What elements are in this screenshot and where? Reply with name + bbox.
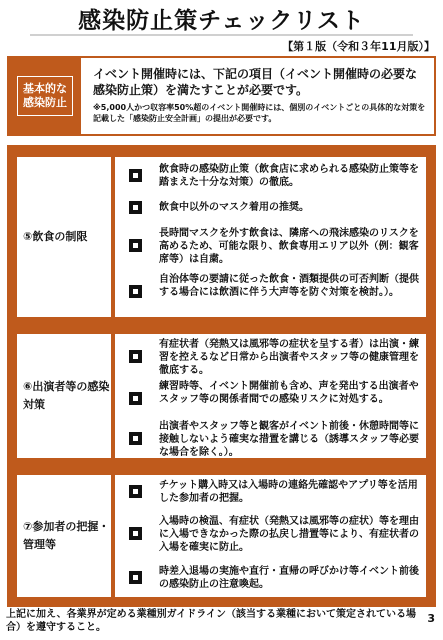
page-title: 感染防止策チェックリスト [78, 8, 365, 34]
checkbox-icon[interactable] [129, 169, 142, 182]
footer-note: 上記に加え、各業界が定める業種別ガイドライン（該当する業種において策定されている場合）を遵守すること。 [6, 609, 416, 633]
checklist-item-text: 練習時等、イベント開催前も含め、声を発出する出演者やスタッフ等の関係者間での感染リスクに対処する。 [159, 381, 419, 405]
checkbox-icon[interactable] [129, 201, 142, 214]
checklist-item-text: 出演者やスタッフ等と観客がイベント前後・休憩時間等に接触しないよう確実な措置を講じる（誘導スタッフ等必要な場合を除く。）。 [159, 421, 419, 458]
checkbox-icon[interactable] [129, 285, 142, 298]
checklist-item-text: 有症状者（発熱又は風邪等の症状を呈する者）は出演・練習を控えるなど日常から出演者やスタッフ等の健康管理を徹底する。 [159, 339, 419, 376]
section-items [115, 334, 426, 458]
basic-prevention-box [7, 56, 436, 136]
section-label: ⑦参加者の把握・管理等 [17, 475, 111, 597]
basic-prevention-note: ※5,000人かつ収容率50%超のイベント開催時には、個別のイベントごとの具体的な対策を記載した「感染防止安全計画」の提出が必要です。 [93, 103, 426, 123]
section-food-restriction [11, 151, 432, 323]
checkbox-icon[interactable] [129, 571, 142, 584]
checklist-item-text: 入場時の検温、有症状（発熱又は風邪等の症状）等を理由に入場できなかった際の払戻し措置等により、有症状者の入場を確実に防止。 [159, 516, 419, 553]
section-items [115, 157, 426, 317]
section-label: ⑤飲食の制限 [17, 157, 111, 317]
checklist-panel [7, 145, 436, 607]
checklist-item-text: 飲食時の感染防止策（飲食店に求められる感染防止策等を踏まえた十分な対策）の徹底。 [159, 164, 419, 188]
checklist-item-text: 時差入退場の実施や直行・直帰の呼びかけ等イベント前後の感染防止の注意喚起。 [159, 566, 419, 590]
checklist-item-text: 飲食中以外のマスク着用の推奨。 [159, 202, 309, 213]
checklist-item-text: 長時間マスクを外す飲食は、隣席への飛沫感染のリスクを高めるため、可能な限り、飲食専用エリア以外（例：観客席等）は自粛。 [159, 228, 419, 265]
edition-label: 【第１版（令和３年11月版）】 [282, 40, 435, 53]
basic-prevention-tag-label: 基本的な感染防止 [17, 76, 73, 116]
checkbox-icon[interactable] [129, 432, 142, 445]
section-performer-measures [11, 328, 432, 464]
checklist-item-text: チケット購入時又は入場時の連絡先確認やアプリ等を活用した参加者の把握。 [159, 480, 418, 504]
section-label: ⑥出演者等の感染対策 [17, 334, 111, 458]
checkbox-icon[interactable] [129, 392, 142, 405]
section-items [115, 475, 426, 597]
checkbox-icon[interactable] [129, 350, 142, 363]
checklist-item-text: 自治体等の要請に従った飲食・酒類提供の可否判断（提供する場合には飲酒に伴う大声等を防ぐ対策を検討。）。 [159, 274, 419, 298]
checkbox-icon[interactable] [129, 485, 142, 498]
page-number: 3 [427, 612, 435, 625]
checkbox-icon[interactable] [129, 239, 142, 252]
checkbox-icon[interactable] [129, 527, 142, 540]
section-participant-management [11, 469, 432, 603]
basic-prevention-tag [9, 58, 81, 134]
title-divider [30, 34, 413, 36]
basic-prevention-text: イベント開催時には、下記の項目（イベント開催時の必要な感染防止策）を満たすことが必要です。 [93, 67, 418, 97]
